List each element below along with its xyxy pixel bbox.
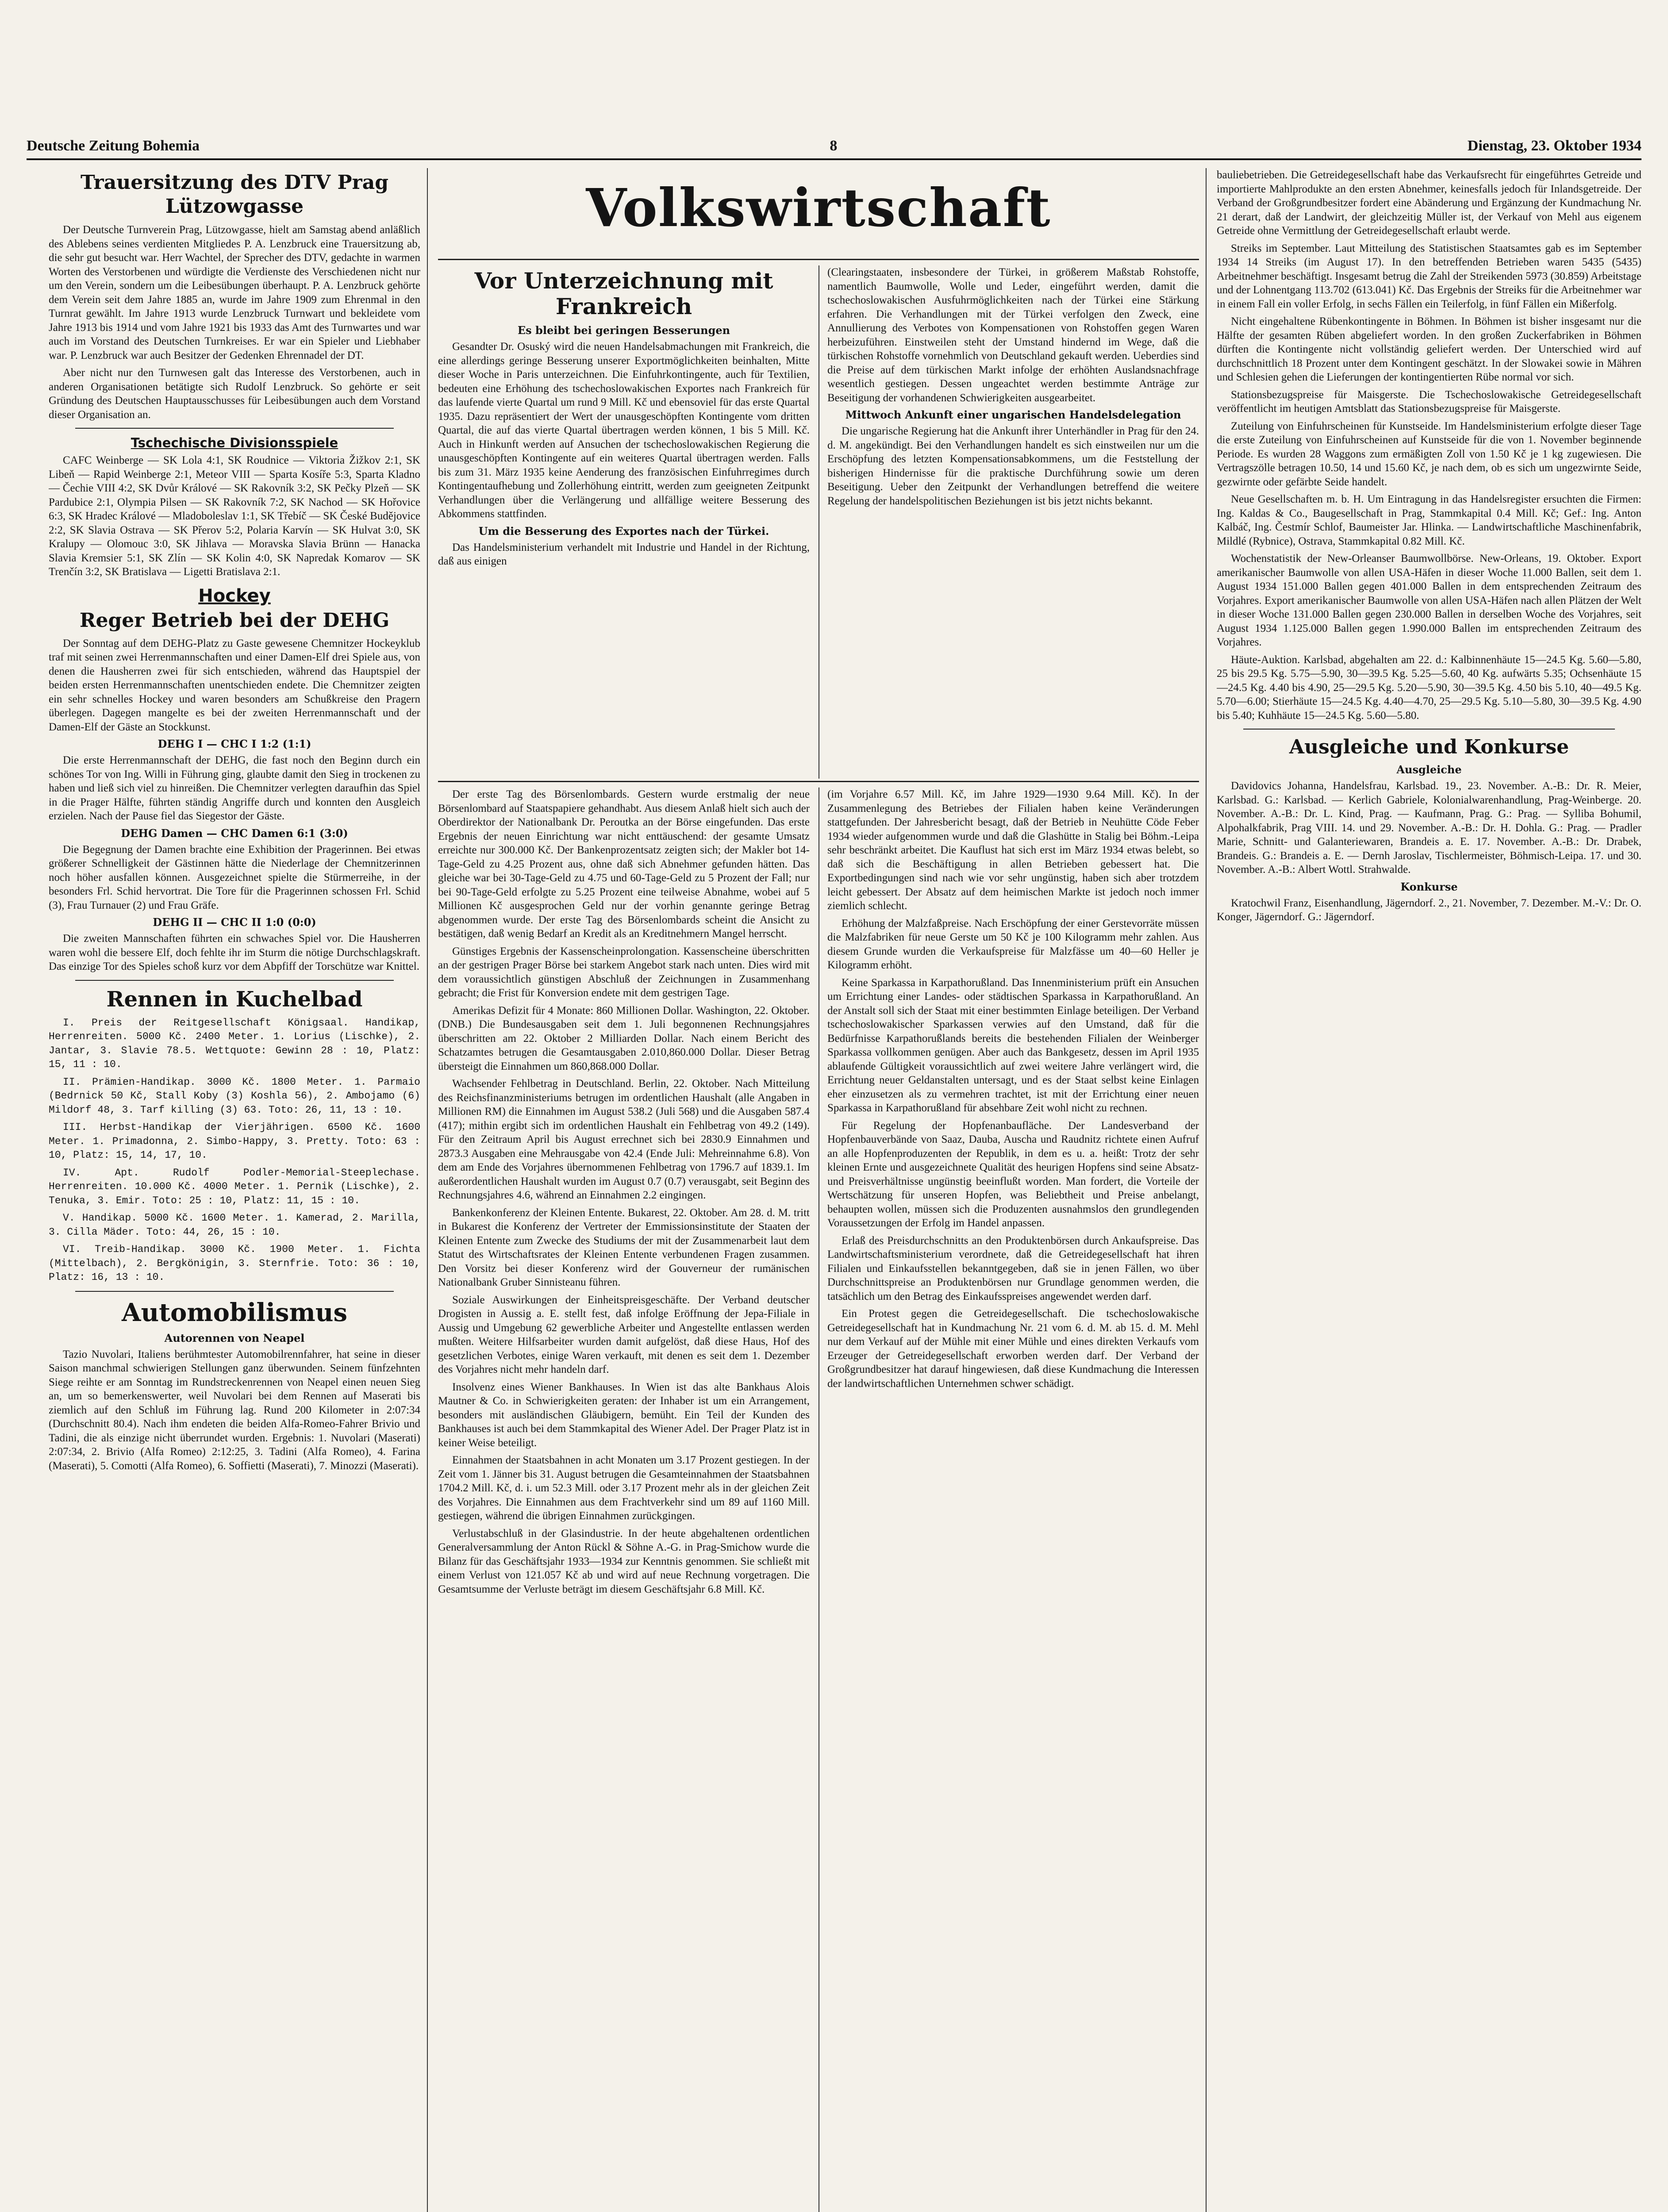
article-paragraph: Gesandter Dr. Osuský wird die neuen Handelsabmachungen mit Frankreich, die eine allerdings geringe Besserung unserer Exportmöglichkeiten beinhalten, Mitte dieser Woche in Paris unterzeichnen. Die Einfuhrkontingente, auch für Textilien, bedeuten eine Erhöhung des tschechoslowakischen Exportes nach Frankreich für das laufende vierte Quartal um rund 9 Mill. Kč und ebensoviel für das erste Quartal 1935. Dazu repräsentiert der Wert der unausgeschöpften Kontingente vom dritten Quartal, die auf das vierte Quartal übertragen werden können, 1 bis 5 Mill. Kč. Auch in Hinkunft werden auf Ansuchen der tschechoslowakischen Regierung die unausgeschöpften Kontingente auf ein weiteres Quartal übertragen werden. Falls bis zum 31. März 1935 keine Aenderung des französischen Einfuhrregimes durch Kontingentaufhebung und Zollerhöhung eintritt, werden zum geeigneten Zeitpunkt Verhandlungen über die Verlängerung und allfällige weitere Besserung des Abkommens stattfinden. [438,341,810,520]
news-item: Zuteilung von Einfuhrscheinen für Kunstseide. Im Handelsministerium erfolgte dieser Tage die erste Zuteilung von Einfuhrscheinen auf Kunstseide für die von 1. November beginnende Periode. Es wurden 28 Waggons zum ermäßigten Zoll von 1.50 Kč je 1 kg zugewiesen. Die Vertragszölle betragen 10.50, 14 und 15.60 Kč, je nach dem, ob es sich um ungezwirnte Seide, gezwirnte oder gefärbte Seide handelt. [1217,420,1641,488]
news-item: Verlustabschluß in der Glasindustrie. In der heute abgehaltenen ordentlichen Generalversammlung der Anton Rückl & Söhne A.-G. in Prag-Smichow wurde die Bilanz für das Geschäftsjahr 1933—1934 zur Kenntnis genommen. Sie schließt mit einem Verlust von 121.057 Kč ab und wird auf neue Rechnung vorgetragen. Die Gesamtsumme der Verluste beträgt im diesem Geschäftsjahr 6.8 Mill. Kč. [438,1527,810,1595]
news-item: Ein Protest gegen die Getreidegesellschaft. Die tschechoslowakische Getreidegesellschaft hat in Kundmachung Nr. 21 vom 6. d. M. ab 15. d. M. Mehl nur dem Verkauf auf der Mühle mit einer Mühle und eines direkten Verkaufs vom Erzeuger der Getreidegesellschaft erworben werden darf. Der Verband der Großgrundbesitzer hat darauf hingewiesen, daß diese Kundmachung die Interessen der landwirtschaftlichen Unternehmen schwer schädigt. [827,1308,1199,1390]
race-result: II. Prämien-Handikap. 3000 Kč. 1800 Meter. 1. Parmaio (Bedrnick 50 Kč, Stall Koby (3) Koshla 56), 2. Ambojamo (6) Mildorf 48, 3. Tarf killing (3) 63. Toto: 26, 11, 13 : 10. [49,1076,420,1116]
article-paragraph: Der Sonntag auf dem DEHG-Platz zu Gaste gewesene Chemnitzer Hockeyklub traf mit seinen zwei Herrenmannschaften und einer Damen-Elf drei Spiele aus, von denen die Hausherren zwei für sich entschieden, während das Hauptspiel der beiden ersten Herrenmannschaften unentschieden endete. Die Chemnitzer zeigten ein sehr schnelles Hockey und waren besonders am Schußkreise den Pragern überlegen. Dagegen mangelte es bei der zweiten Herrenmannschaft und der Damen-Elf der Gäste an Stockkunst. [49,637,420,733]
column-economy-far-right [1217,168,1641,2212]
masthead-paper-name: Deutsche Zeitung Bohemia [27,138,200,154]
article-paragraph: (Clearingstaaten, insbesondere der Türkei, in größerem Maßstab Rohstoffe, namentlich Baumwolle, Wolle und Leder, eingeführt werden, damit die tschechoslowakischen Ausfuhrmöglichkeiten nach der Türkei eine Stärkung erfahren. Die Verhandlungen mit der Türkei verfolgen den Zweck, eine Annullierung des Verbotes von Kompensationen von Rohstoffen gegen Waren herbeizuführen. Einstweilen steht der Umstand hindernd im Wege, daß die türkischen Rohstoffe vornehmlich von Deutschland gekauft werden. Ueberdies sind die Preise auf dem türkischen Markt infolge der erhöhten Auslandsnachfrage wesentlich gestiegen. Dessen ungeachtet werden bestimmte Anträge zur Beseitigung der vorhandenen Schwierigkeiten ausgearbeitet. [827,266,1199,404]
news-item: Bankenkonferenz der Kleinen Entente. Bukarest, 22. Oktober. Am 28. d. M. tritt in Bukarest die Konferenz der Vertreter der Emmissionsinstitute der Staaten der Kleinen Entente zum Zwecke des Studiums der mit der Zusammenarbeit laut dem Statut des Wirtschaftsrates der Kleinen Entente verbundenen Fragen zusammen. Den Vorsitz bei dieser Konferenz wird der Gouverneur der rumänischen Nationalbank Gruber Sinnisteanu führen. [438,1206,810,1288]
subheadline-neapel: Autorennen von Neapel [164,1331,305,1344]
race-result: I. Preis der Reitgesellschaft Königsaal. Handikap, Herrenreiten. 5000 Kč. 2400 Meter. 1. Lorius (Lischke), 2. Jantar, 3. Slavie 78.5. Wettquote: Gewinn 28 : 10, Platz: 15, 11 : 10. [49,1017,420,1070]
news-item: Einnahmen der Staatsbahnen in acht Monaten um 3.17 Prozent gestiegen. In der Zeit vom 1. Jänner bis 31. August betrugen die Gesamteinnahmen der Staatsbahnen 1704.2 Mill. Kč, d. i. um 52.3 Mill. oder 3.17 Prozent mehr als in der gleichen Zeit des Vorjahres. Die Einnahmen aus dem Frachtverkehr sind um 89 auf 1160 Mill. gestiegen, während die übrigen Einnahmen zurückgingen. [438,1454,810,1522]
news-item: Für Regelung der Hopfenanbaufläche. Der Landesverband der Hopfenbauverbände von Saaz, Dauba, Auscha und Raudnitz richtete einen Aufruf an alle Hopfenproduzenten der Republik, in dem es u. a. heißt: Trotz der sehr kleinen Ernte und ausgezeichnete Qualität des heurigen Hopfens sind seine Absatz- und Preisverhältnisse ungünstig beeinflußt worden. Man fordert, die Vorteile der Wertschätzung für unseren Hopfen, was Beliebtheit und Preise anbelangt, behaupten wollen, müssen sich die Produzenten ausnahmslos den grundlegenden Voraussetzungen der Erfolg im Handel anpassen. [827,1119,1199,1229]
article-paragraph: Die zweiten Mannschaften führten ein schwaches Spiel vor. Die Hausherren waren wohl die bessere Elf, doch fehlte ihr im Sturm die nötige Durchschlagskraft. Das einzige Tor des Spieles schoß kurz vor dem Abpfiff der Torschütze war Knittel. [49,933,420,972]
news-item: Stationsbezugspreise für Maisgerste. Die Tschechoslowakische Getreidegesellschaft veröffentlicht im heutigen Amtsblatt das Stationsbezugspreise für Maisgerste. [1217,388,1641,415]
article-paragraph: Die Begegnung der Damen brachte eine Exhibition der Pragerinnen. Bei etwas größerer Schnelligkeit der Gästinnen hätte die Niederlage der Chemnitzerinnen noch höher ausfallen können. Ausgezeichnet spielte die Stürmerreihe, in der besonders Frl. Schid hervortrat. Die Tore für die Pragerinnen schossen Frl. Schid (3), Frau Turnauer (2) und Frau Gräfe. [49,843,420,911]
column-rule [427,168,428,2212]
news-item: Wachsender Fehlbetrag in Deutschland. Berlin, 22. Oktober. Nach Mitteilung des Reichsfinanzministeriums betrugen im ordentlichen Haushalt (alle Angaben in Millionen RM) die Einnahmen im August 538.2 (Juli 568) und die Ausgaben 587.4 (417); mithin ergibt sich im ordentlichen Haushalt ein Fehlbetrag von 49.2 (149). Für den Zeitraum April bis August errechnet sich bei 2830.9 Einnahmen und 2873.3 Ausgaben eine Mehrausgabe von 42.4 (Ende Juli: Mehreinnahme 6.8). Von dem am Ende des Vorjahres übernommenen Fehlbetrag von 1796.7 auf 1839.1. Im außerordentlichen Haushalt wurden im August 0.7 (0.7) verausgabt, seit Beginn des Rechnungsjahres 4.6, während an Einnahmen 2.2 eingingen. [438,1078,810,1201]
article-paragraph: Die ungarische Regierung hat die Ankunft ihrer Unterhändler in Prag für den 24. d. M. angekündigt. Bei den Verhandlungen handelt es sich einstweilen nur um die Erschöpfung des letzten Kompensationsabkommens, um die Feststellung der bisherigen Hindernisse für die praktische Durchführung sowie um deren Beseitigung. Ueber den Zeitpunkt der Verhandlungen betreffend die weitere Regelung der handelspolitischen Beziehungen ist bis jetzt nichts bekannt. [827,425,1199,507]
news-item: (im Vorjahre 6.57 Mill. Kč, im Jahre 1929—1930 9.64 Mill. Kč). In der Zusammenlegung des Betriebes der Filialen haben keine Veränderungen stattgefunden. Der Jahresbericht besagt, daß der Betrieb in Neuhütte Cöde Feber 1934 wieder aufgenommen wurde und daß die Glashütte in Stalig bei Böhm.-Leipa sehr beschränkt arbeitet. Die Kauflust hat sich erst im März 1934 etwas belebt, so daß sich die Beschäftigung in allen Betrieben gebessert hat. Die Exportbedingungen sind nach wie vor sehr ungünstig, haben sich aber trotzdem leicht gebessert. Der Absatz auf dem heimischen Markte ist jedoch noch immer ziemlich schlecht. [827,788,1199,912]
news-item: Häute-Auktion. Karlsbad, abgehalten am 22. d.: Kalbinnenhäute 15—24.5 Kg. 5.60—5.80, 25 bis 29.5 Kg. 5.75—5.90, 30—39.5 Kg. 5.25—5.60, 40 Kg. aufwärts 5.35; Ochsenhäute 15—24.5 Kg. 4.40 bis 4.90, 25—29.5 Kg. 5.20—5.90, 30—39.5 Kg. 4.50 bis 5.10, 40—49.5 Kg. 5.70—6.00; Stierhäute 15—24.5 Kg. 4.40—4.70, 25—29.5 Kg. 5.10—5.80, 30—39.5 Kg. 4.90 bis 5.40; Kuhhäute 15—24.5 Kg. 5.60—5.80. [1217,653,1641,722]
news-item: Erhöhung der Malzfaßpreise. Nach Erschöpfung der einer Gerstevorräte müssen die Malzfabriken für neue Gerste um 50 Kč je 100 Kilogramm mehr zahlen. Aus diesem Grunde wurden die Verkaufspreise für Malzfässe um 40—60 Heller je Kilogramm erhöht. [827,917,1199,971]
subheadline-frankreich: Es bleibt bei geringen Besserungen [517,324,730,337]
column-economy-top-right [827,265,1199,779]
column-rule [1206,168,1207,2212]
headline-ungarn: Mittwoch Ankunft einer ungarischen Handelsdelegation [845,408,1181,421]
masthead [27,137,1641,155]
newspaper-page [27,18,1641,2212]
news-item: Keine Sparkassa in Karpathorußland. Das Innenministerium prüft ein Ansuchen um Errichtung einer Landes- oder städtischen Sparkassa in Karpathorußland. An der Anstalt soll sich der Staat mit einer bestimmten Einlage beteiligen. Der Verband tschechoslowakischer Sparkassen verwies auf den Umstand, daß für die Bedürfnisse Karpathorußlands bereits die bestehenden Filialen der Weinberger Sparkassa vollkommen genügen. Aber auch das Bankgesetz, dessen im April 1935 ablaufende Gültigkeit voraussichtlich auf zwei weitere Jahre verlängert wird, die Errichtung neuer Geldanstalten untersagt, und es der Staat selbst keine Einlagen eher einzusetzen als zu vermehren trachtet, ist mit der Errichtung einer neuen Sparkassa in Karpathorußland für absehbare Zeit wohl nicht zu rechnen. [827,976,1199,1114]
legal-notices: Kratochwil Franz, Eisenhandlung, Jägerndorf. 2., 21. November, 7. Dezember. M.-V.: Dr. O. Konger, Jägerndorf. G.: Jägerndorf. [1217,897,1641,923]
subheadline-ausgleiche: Ausgleiche [1396,763,1462,776]
article-paragraph: Die erste Herrenmannschaft der DEHG, die fast noch den Beginn durch ein schönes Tor von Ing. Willi in Führung ging, glaubte damit den Sieg in trockenen zu haben und ließ sich viel zu hinreißen. Die Chemnitzer verlegten daraufhin das Spiel in die Prager Hälfte, führten ständig Angriffe durch und konnten den Ausgleich erzielen. Nach der Pause fiel das Siegestor der Gäste. [49,754,420,822]
divider [75,428,394,429]
race-result: V. Handikap. 5000 Kč. 1600 Meter. 1. Kamerad, 2. Marilla, 3. Cilla Mäder. Toto: 44, 26, 15 : 10. [49,1212,420,1238]
column-sports [49,168,420,2212]
column-economy-news-left [438,787,810,2212]
column-economy-news-right [827,787,1199,2212]
race-result: IV. Apt. Rudolf Podler-Memorial-Steeplechase. Herrenreiten. 10.000 Kč. 4000 Meter. 1. Pernik (Lischke), 2. Tenuka, 3. Emir. Toto: 25 : 10, Platz: 11, 15 : 10. [49,1167,420,1206]
section-rule [438,259,1199,260]
divider [75,980,394,981]
news-item: Amerikas Defizit für 4 Monate: 860 Millionen Dollar. Washington, 22. Oktober. (DNB.) Die Bundesausgaben seit dem 1. Juli begonnenen Rechnungsjahres überschritten am 22. Oktober 2 Milliarden Dollar. Nach einem Bericht des Schatzamtes betrugen die Gesamtausgaben 2.010,860.000 Dollar. Dieser Betrag übersteigt die Einnahmen um 860,868.000 Dollar. [438,1004,810,1072]
news-item: Wochenstatistik der New-Orleanser Baumwollbörse. New-Orleans, 19. Oktober. Export amerikanischer Baumwolle von allen USA-Häfen in dieser Woche 11.000 Ballen, seit dem 1. August 1934 151.000 Ballen gegen 401.000 Ballen in dem entsprechenden Zeitraum des Vorjahres. Export amerikanischer Baumwolle von allen USA-Häfen nach allen Plätzen der Welt in dieser Woche 131.000 Ballen gegen 230.000 Ballen in derselben Woche des Vorjahres, seit August 1934 1.125.000 Ballen gegen 1.990.000 Ballen im entsprechenden Zeitraum des Vorjahres. [1217,553,1641,648]
news-item: Der erste Tag des Börsenlombards. Gestern wurde erstmalig der neue Börsenlombard auf Staatspapiere gehandhabt. Aus diesem Anlaß hielt sich auch der Oberdirektor der Nationalbank Dr. Peroutka an der Börse eingefunden. Das erste Ergebnis der neuen Einrichtung war nicht enttäuschend: der gesamte Umsatz erreichte nur 300.000 Kč. Der Bankenprozentsatz zeigten sich; der Makler bot 14-Tage-Geld zu 4.25 Prozent aus, ohne daß sich Abnehmer gefunden hätten. Das gleiche war bei 30-Tage-Geld zu 4.75 und 60-Tage-Geld zu 5 Prozent der Fall; nur bei 90-Tage-Geld erfolgte zu 5.25 Prozent eine teilweise Abnahme, wobei auf 5 Millionen Kč ausgesprochen Geld nur der vorhin genannte geringe Betrag abgenommen wurde. Der erste Tag des Börsenlombards scheint die Ansicht zu bestätigen, daß wenig Bedarf an Kredit als an Kreditnehmern Mangel herrscht. [438,788,810,940]
news-item: Streiks im September. Laut Mitteilung des Statistischen Staatsamtes gab es im September 1934 14 Streiks (im August 17). In den betreffenden Betrieben waren 5435 (5435) Arbeitnehmer beschäftigt. Insgesamt betrug die Zahl der Streikenden 5973 (30.859) Arbeitstage und der Lohnentgang 113.702 (613.041) Kč. Das Ergebnis der Streiks für die Arbeitnehmer war in einem Fall ein voller Erfolg, in sechs Fällen ein Teilerfolg, in fünf Fällen ein Mißerfolg. [1217,242,1641,310]
masthead-date: Dienstag, 23. Oktober 1934 [1467,138,1641,154]
masthead-rule [27,158,1641,160]
news-item: Nicht eingehaltene Rübenkontingente in Böhmen. In Böhmen ist bisher insgesamt nur die Hälfte der gesamten Rüben abgeliefert worden. In den großen Zuckerfabriken in Böhmen dürften die Kontingente nicht vollständig geliefert werden. Der Unterschied wird auf durchschnittlich 18 Prozent unter dem Kontingent geschätzt. In der Slowakei sowie in Mähren und Schlesien gehen die Lieferungen der kontingentierten Rübe normal vor sich. [1217,315,1641,383]
headline-ausgleiche-konkurse: Ausgleiche und Konkurse [1289,736,1569,758]
headline-tuerkei: Um die Besserung des Exportes nach der Türkei. [478,524,769,538]
section-title-volkswirtschaft: Volkswirtschaft [586,177,1051,238]
subheadline-konkurse: Konkurse [1400,880,1458,893]
match-result: DEHG Damen — CHC Damen 6:1 (3:0) [121,826,348,840]
article-paragraph: Das Handelsministerium verhandelt mit Industrie und Handel in der Richtung, daß aus einigen [438,541,810,567]
divider [75,1291,394,1292]
race-result: III. Herbst-Handikap der Vierjährigen. 6500 Kč. 1600 Meter. 1. Primadonna, 2. Simbo-Happy, 3. Pretty. Toto: 63 : 10, Platz: 15, 14, 17, 10. [49,1121,420,1161]
news-item: Erlaß des Preisdurchschnitts an den Produktenbörsen durch Ankaufspreise. Das Landwirtschaftsministerium verordnete, daß die Getreidegesellschaft hat ihren Filialen und Einkaufsstellen bekanntgegeben, daß sie in jenen Fällen, wo über Durchschnittspreise an Produktenbörsen nur Grundlage genommen werden, die tatsächlich um den Betrag des Einkaufsspreises angewendet werden darf. [827,1234,1199,1302]
headline-dehg: Reger Betrieb bei der DEHG [79,609,390,632]
headline-divisionsspiele: Tschechische Divisionsspiele [131,435,338,450]
article-paragraph: Der Deutsche Turnverein Prag, Lützowgasse, hielt am Samstag abend anläßlich des Ablebens seines verdienten Mitgliedes P. A. Lenzbruck eine Trauersitzung ab, die sehr gut besucht war. Herr Wachtel, der Sprecher des DTV, gedachte in warmen Worten des Verstorbenen und würdigte die Verdienste des Verschiedenen nicht nur um den Verein, sondern um die Leibesübungen überhaupt. P. A. Lenzbruck gehörte dem Verein seit dem Jahre 1885 an, wurde im Jahre 1909 zum Ehrenmal in den Turnrat gewählt. Im Jahre 1913 wurde Lenzbruck Turnwart und bekleidete vom Jahre 1913 bis 1914 und vom Jahre 1921 bis 1933 das Amt des Turnwartes und war auch im Vorstand des Deutschen Turnkreises. Er war ein Spieler und Liebhaber war. P. Lenzbruck war auch Besitzer der Gedenken Ehrennadel der DT. [49,224,420,361]
legal-notices: Davidovics Johanna, Handelsfrau, Karlsbad. 19., 23. November. A.-B.: Dr. R. Meier, Karlsbad. G.: Karlsbad. — Kerlich Gabriele, Kolonialwarenhandlung, Prag-Weinberge. 20. November. A.-B.: Dr. L. Kind, Prag. — Kaufmann, Prag. G.: Prag. — Sylliba Bohumil, Alpohalkfabrik, Prag VIII. 14. und 29. November. A.-B.: Dr. H. Dohla. G.: Prag. — Pradler Marie, Schnitt- und Galanteriewaren, Brandeis a. E. 17. November. A.-B.: Dr. Drabek, Brandeis. G.: Brandeis a. E. — Dernh Jaroslav, Tischlermeister, Böhmisch-Leipa. 17. und 30. November. A.-B.: Albert Wottl. Strahwalde. [1217,780,1641,876]
article-paragraph: Aber nicht nur den Turnwesen galt das Interesse des Verstorbenen, auch in anderen Organisationen betätigte sich Rudolf Lenzbruck. So gehörte er seit Gründung des Deutschen Hauptausschusses für Leibesübungen auch dem Vorstand dieser Organisation an. [49,367,420,421]
news-item: bauliebetrieben. Die Getreidegesellschaft habe das Verkaufsrecht für eingeführtes Getreide und importierte Mahlprodukte an den ersten Abnehmer, keinesfalls jedoch für Inlandsgetreide. Der Verband der Großgrundbesitzer fordert eine Abänderung und Ergänzung der Kundmachung Nr. 21 derart, daß der Landwirt, der gleichzeitig Müller ist, der Verkauf von Mehl aus eigenem Getreide ohne Vermittlung der Getreidegesellschaft erlaubt werde. [1217,169,1641,237]
article-paragraph: Tazio Nuvolari, Italiens berühmtester Automobilrennfahrer, hat seine in dieser Saison manchmal schwierigen Stellungen ganz überwunden. Seinem fünfzehnten Siege reihte er am Sonntag im Rundstreckenrennen von Neapel einen neuen Sieg an, um so bemerkenswerter, weil Nuvolari bei dem Rennen auf Maserati bis ziemlich auf den Schluß im Führung lag. Rund 200 Kilometer in 2:07:34 (Durchschnitt 80.4). Nach ihm endeten die beiden Alfa-Romeo-Fahrer Brivio und Tadini, die als einzige nicht überrundet wurden. Ergebnis: 1. Nuvolari (Maserati) 2:07:34, 2. Brivio (Alfa Romeo) 2:12:25, 3. Tadini (Alfa Romeo), 4. Farina (Maserati), 5. Comotti (Alfa Romeo), 6. Soffietti (Maserati), 7. Minozzi (Maserati). [49,1348,420,1472]
news-item: Soziale Auswirkungen der Einheitspreisgeschäfte. Der Verband deutscher Drogisten in Aussig a. E. stellt fest, daß infolge Eröffnung der Jepa-Filiale in Aussig und Umgebung 62 gewerbliche Arbeiter und Angestellte entlassen werden mußten. Weitere Hilfsarbeiter wurden damit aufgelöst, daß diese Haus, Hof des gesetzlichen Verbotes, einige Waren verkauft, mit denen es seit dem 1. Dezember des Vorjahres nicht mehr handeln darf. [438,1294,810,1375]
headline-frankreich: Vor Unterzeichnung mit Frankreich [474,268,773,319]
masthead-page-number: 8 [830,138,838,154]
section-hockey: Hockey [198,585,271,606]
results-paragraph: CAFC Weinberge — SK Lola 4:1, SK Roudnice — Viktoria Žižkov 2:1, SK Libeň — Rapid Weinberge 2:1, Meteor VIII — Sparta Kosíře 5:3, Sparta Kladno — Čechie VIII 4:2, SK Dvůr Králové — SK Rakovník 3:2, SK Pečky Plzeň — SK Pardubice 2:1, Olympia Pilsen — SK Rakovník 7:2, SK Nachod — SK Hořovice 6:3, SK Hradec Králové — Mladoboleslav 1:1, SK Třebíč — SK České Budějovice 2:2, SK Slavia Ostrava — SK Přerov 5:2, Polaria Karvín — SK Hulvat 3:0, SK Kralupy — Olomouc 3:0, SK Jihlava — Moravska Slavia Brünn — Hanacka Slavia Kremsier 5:1, SK Zlín — SK Kolin 4:0, SK Napredak Komarov — SK Trenčín 3:2, SK Bratislava — Ligetti Bratislava 2:1. [49,454,420,578]
headline-kuchelbad: Rennen in Kuchelbad [106,987,363,1012]
news-item: Günstiges Ergebnis der Kassenscheinprolongation. Kassenscheine überschritten an der gestrigen Prager Börse bei starkem Angebot stark nach unten. Dies wird mit dem voraussichtlich günstigen Abschluß der Zeichnungen in Zusammenhang gebracht; die Frist für Konversion endete mit dem gestrigen Tage. [438,945,810,999]
headline-trauersitzung: Trauersitzung des DTV Prag Lützowgasse [80,171,388,218]
news-item: Insolvenz eines Wiener Bankhauses. In Wien ist das alte Bankhaus Alois Mautner & Co. in Schwierigkeiten geraten: der Inhaber ist um ein Arrangement, besonders mit ausländischen Gläubigern, bemüht. Ein Teil der Kunden des Bankhauses ist auch bei dem Stammkapital des Wiener Adel. Der Prager Platz ist in keiner Weise beteiligt. [438,1381,810,1449]
headline-automobilismus: Automobilismus [122,1298,347,1327]
match-result: DEHG I — CHC I 1:2 (1:1) [158,737,311,750]
race-result: VI. Treib-Handikap. 3000 Kč. 1900 Meter. 1. Fichta (Mittelbach), 2. Bergkönigin, 3. Sternfrie. Toto: 36 : 10, Platz: 16, 13 : 10. [49,1244,420,1283]
column-economy-top-left [438,265,810,779]
section-rule [438,781,1199,782]
match-result: DEHG II — CHC II 1:0 (0:0) [153,916,316,929]
news-item: Neue Gesellschaften m. b. H. Um Eintragung in das Handelsregister ersuchten die Firmen: Ing. Kaldas & Co., Baugesellschaft in Prag, Stammkapital 0.4 Mill. Kč; Gef.: Ing. Anton Kalbáč, Ing. Čestmír Schlof, Baumeister Jar. Hlinka. — Landwirtschaftliche Maschinenfabrik, Mildlé (Rybnice), Ostrava, Stammkapital 0.82 Mill. Kč. [1217,493,1641,547]
divider [1243,729,1615,730]
